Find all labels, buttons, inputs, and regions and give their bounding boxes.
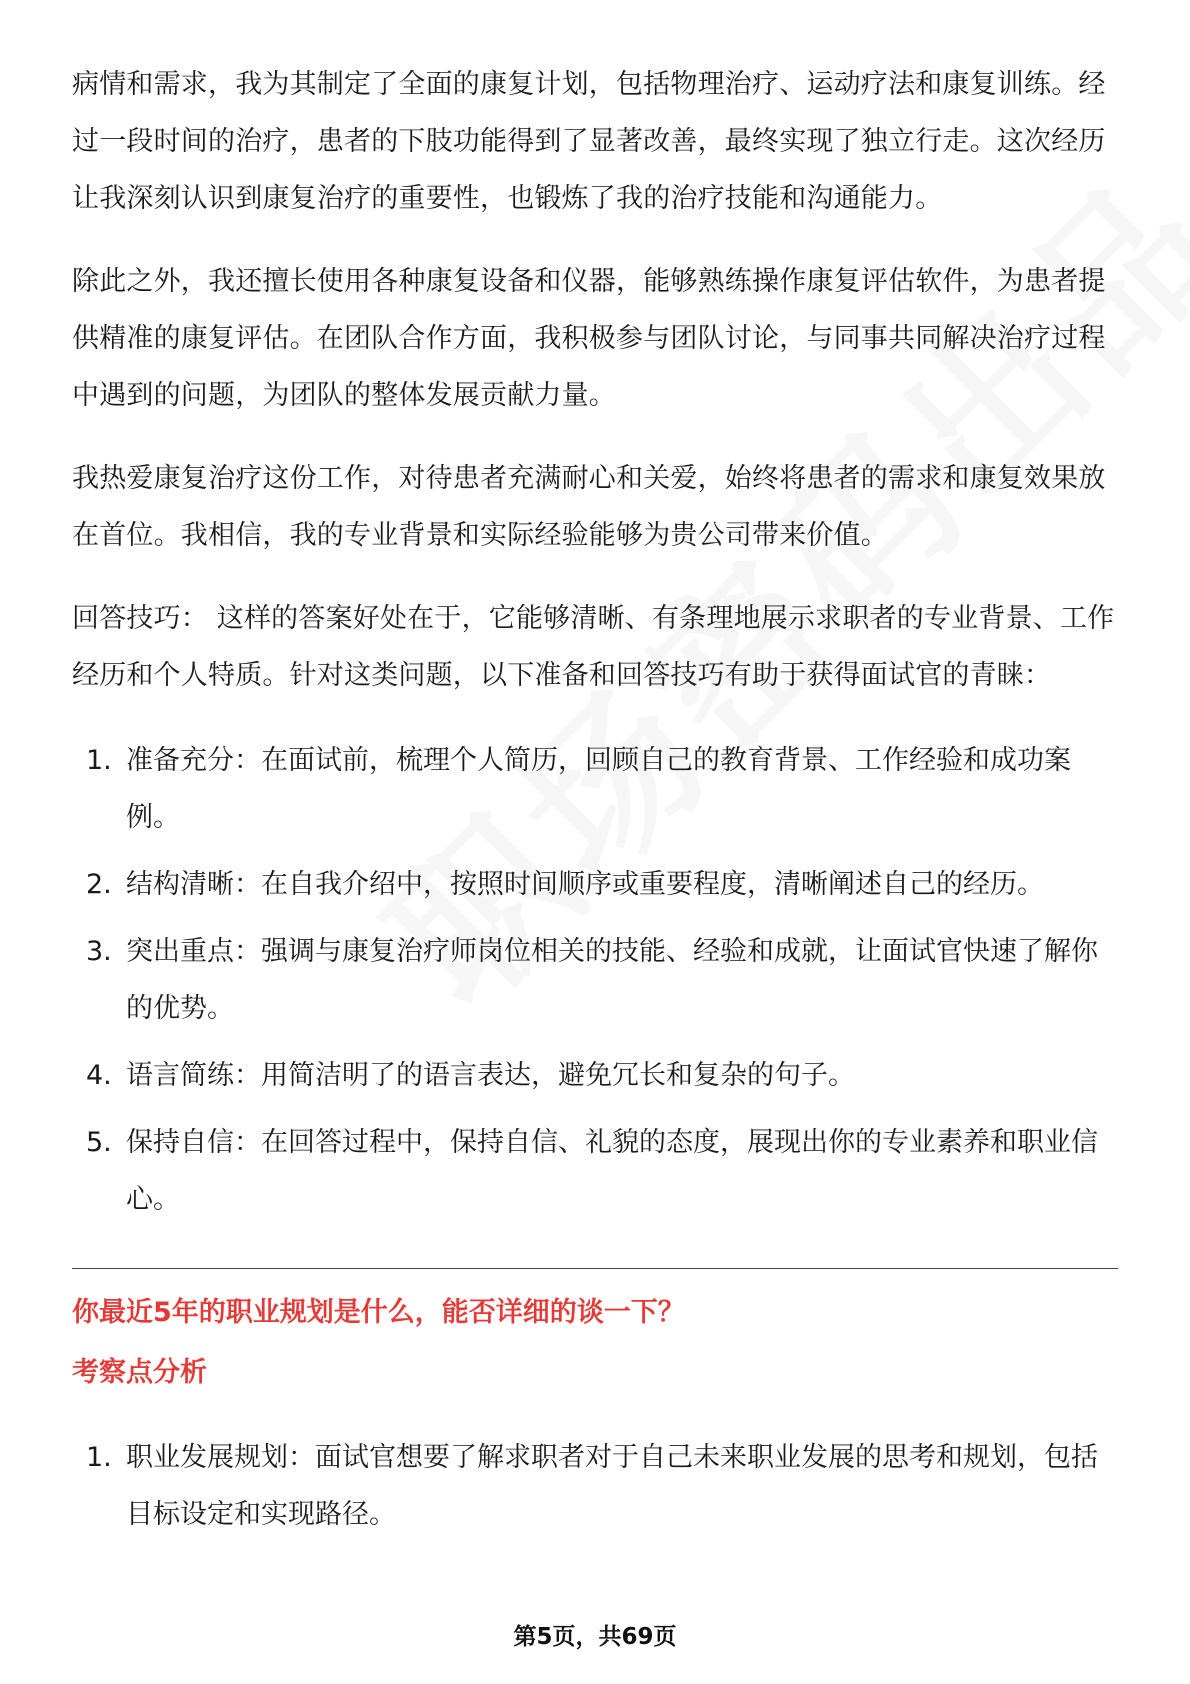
- list-item-text: 语言简练：用简洁明了的语言表达，避免冗长和复杂的句子。: [126, 1060, 855, 1091]
- analysis-list: [72, 1429, 1118, 1543]
- paragraph-answer-tips: 回答技巧： 这样的答案好处在于，它能够清晰、有条理地展示求职者的专业背景、工作经历和个人特质。针对这类问题，以下准备和回答技巧有助于获得面试官的青睐：: [72, 603, 1115, 691]
- paragraph-skills: 除此之外，我还擅长使用各种康复设备和仪器，能够熟练操作康复评估软件，为患者提供精准的康复评估。在团队合作方面，我积极参与团队讨论，与同事共同解决治疗过程中遇到的问题，为团队的整体发展贡献力量。: [72, 266, 1106, 411]
- analysis-heading: 考察点分析: [72, 1357, 207, 1388]
- list-number: 1.: [86, 1442, 112, 1473]
- section-divider: [72, 1268, 1118, 1269]
- list-item: [72, 856, 1118, 913]
- list-item-text: 职业发展规划：面试官想要了解求职者对于自己未来职业发展的思考和规划，包括目标设定和实现路径。: [126, 1442, 1098, 1530]
- list-item: [72, 923, 1118, 1037]
- list-item-text: 突出重点：强调与康复治疗师岗位相关的技能、经验和成就，让面试官快速了解你的优势。: [126, 936, 1098, 1024]
- question-heading: 你最近5年的职业规划是什么，能否详细的谈一下？: [72, 1297, 685, 1328]
- list-item: [72, 1047, 1118, 1104]
- paragraph-case-study: 病情和需求，我为其制定了全面的康复计划，包括物理治疗、运动疗法和康复训练。经过一段时间的治疗，患者的下肢功能得到了显著改善，最终实现了独立行走。这次经历让我深刻认识到康复治疗的重要性，也锻炼了我的治疗技能和沟通能力。: [72, 69, 1106, 214]
- list-number: 1.: [86, 745, 112, 776]
- list-item: [72, 1429, 1118, 1543]
- list-number: 5.: [86, 1127, 112, 1158]
- list-item-text: 准备充分：在面试前，梳理个人简历，回顾自己的教育背景、工作经验和成功案例。: [126, 745, 1071, 833]
- page-content: [72, 56, 1118, 1553]
- list-item: [72, 732, 1118, 846]
- page-number-footer: 第5页，共69页: [513, 1624, 677, 1650]
- list-number: 4.: [86, 1060, 112, 1091]
- list-number: 2.: [86, 869, 112, 900]
- tips-list: [72, 732, 1118, 1228]
- list-item: [72, 1114, 1118, 1228]
- list-item-text: 保持自信：在回答过程中，保持自信、礼貌的态度，展现出你的专业素养和职业信心。: [126, 1127, 1098, 1215]
- list-item-text: 结构清晰：在自我介绍中，按照时间顺序或重要程度，清晰阐述自己的经历。: [126, 869, 1044, 900]
- list-number: 3.: [86, 936, 112, 967]
- paragraph-motivation: 我热爱康复治疗这份工作，对待患者充满耐心和关爱，始终将患者的需求和康复效果放在首位。我相信，我的专业背景和实际经验能够为贵公司带来价值。: [72, 463, 1106, 551]
